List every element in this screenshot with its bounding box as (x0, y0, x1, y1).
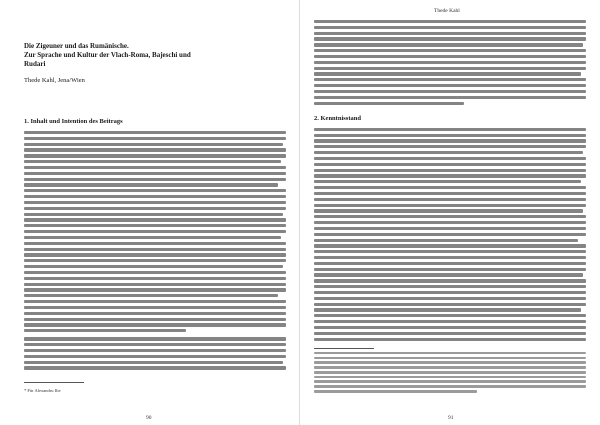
text-line (314, 151, 583, 154)
text-line (314, 78, 586, 81)
text-line (314, 262, 586, 265)
text-line (24, 236, 281, 239)
footnote-line (314, 366, 586, 369)
running-head: Thede Kahl (434, 8, 460, 14)
text-line (24, 224, 286, 227)
page-number-left: 90 (146, 415, 152, 421)
body-text-block (314, 128, 586, 341)
text-line (24, 323, 286, 326)
text-line (24, 337, 286, 340)
text-line (24, 288, 286, 291)
text-line (24, 366, 286, 369)
text-line (314, 61, 586, 64)
text-line (24, 283, 286, 286)
text-line (24, 131, 286, 134)
text-line (24, 166, 286, 169)
section-heading: 2. Kenntnisstand (314, 114, 361, 122)
footnote-line (314, 357, 586, 360)
text-line (314, 90, 586, 93)
text-line (24, 154, 286, 157)
text-line (24, 207, 286, 210)
body-text-block (314, 20, 586, 105)
text-line (314, 163, 586, 166)
right-page (300, 0, 600, 425)
text-line (314, 37, 586, 40)
text-line (24, 259, 286, 262)
text-line (314, 84, 586, 87)
footnote-rule (24, 382, 84, 383)
text-line (314, 134, 586, 137)
text-line (314, 180, 581, 183)
text-line (24, 248, 286, 251)
text-line (24, 143, 283, 146)
text-line (24, 343, 286, 346)
text-line (24, 253, 286, 256)
text-line (314, 285, 586, 288)
text-line (314, 326, 586, 329)
title-line: Zur Sprache und Kultur der Vlach-Roma, Bajeschi und (24, 51, 191, 59)
text-line (314, 102, 464, 105)
text-line (24, 300, 286, 303)
body-text-block (24, 337, 286, 369)
text-line (24, 271, 286, 274)
text-line (24, 294, 278, 297)
footnote-line (314, 352, 586, 355)
text-line (314, 139, 586, 142)
text-line (314, 72, 581, 75)
text-line (24, 189, 286, 192)
text-line (314, 239, 578, 242)
text-line (314, 157, 586, 160)
footnote-block (314, 352, 586, 393)
text-line (24, 329, 186, 332)
text-line (24, 195, 286, 198)
footnote-rule (314, 348, 374, 349)
text-line (314, 256, 586, 259)
body-text-block (24, 131, 286, 332)
text-line (314, 204, 586, 207)
text-line (314, 268, 586, 271)
text-line (24, 361, 283, 364)
footnote-line (314, 380, 586, 383)
text-line (24, 213, 283, 216)
text-line (314, 332, 586, 335)
text-line (314, 96, 586, 99)
text-line (314, 49, 586, 52)
text-line (24, 355, 286, 358)
text-line (314, 169, 586, 172)
text-line (314, 250, 586, 253)
footnote-line (314, 390, 477, 393)
text-line (24, 318, 286, 321)
text-line (314, 209, 583, 212)
text-line (24, 218, 286, 221)
text-line (24, 201, 286, 204)
text-line (24, 349, 286, 352)
footnote-line (314, 371, 586, 374)
text-line (24, 148, 286, 151)
text-line (314, 67, 586, 70)
text-line (314, 303, 586, 306)
text-line (24, 183, 278, 186)
footnote-line (314, 385, 586, 388)
author-line: Thede Kahl, Jena/Wien (24, 77, 85, 84)
text-line (314, 145, 586, 148)
text-line (314, 32, 586, 35)
text-line (314, 174, 586, 177)
text-line (314, 43, 583, 46)
text-line (314, 279, 586, 282)
footnote: * Für Alexandru Ilie (24, 387, 61, 393)
text-line (314, 338, 586, 341)
text-line (314, 26, 586, 29)
text-line (314, 198, 586, 201)
text-line (314, 128, 586, 131)
text-line (314, 20, 586, 23)
text-line (314, 186, 586, 189)
page-number-right: 91 (448, 415, 454, 421)
text-line (314, 192, 586, 195)
text-line (24, 265, 283, 268)
text-line (314, 227, 586, 230)
text-line (24, 277, 286, 280)
text-line (24, 172, 286, 175)
text-line (314, 55, 586, 58)
text-line (314, 221, 586, 224)
text-line (314, 297, 586, 300)
text-line (24, 137, 286, 140)
text-line (314, 244, 586, 247)
text-line (314, 314, 586, 317)
article-title (24, 42, 286, 69)
text-line (314, 308, 581, 311)
section-heading: 1. Inhalt und Intention des Beitrags (24, 118, 123, 125)
text-line (24, 306, 286, 309)
text-line (314, 215, 586, 218)
text-line (24, 312, 286, 315)
footnote-line (314, 361, 586, 364)
title-line: Rudari (24, 60, 46, 68)
text-line (314, 273, 583, 276)
text-line (314, 291, 586, 294)
text-line (314, 320, 586, 323)
footnote-line (314, 376, 586, 379)
text-line (24, 178, 286, 181)
text-line (24, 160, 281, 163)
title-line: Die Zigeuner und das Rumänische. (24, 42, 129, 50)
text-line (314, 233, 586, 236)
text-line (24, 242, 286, 245)
text-line (24, 230, 286, 233)
